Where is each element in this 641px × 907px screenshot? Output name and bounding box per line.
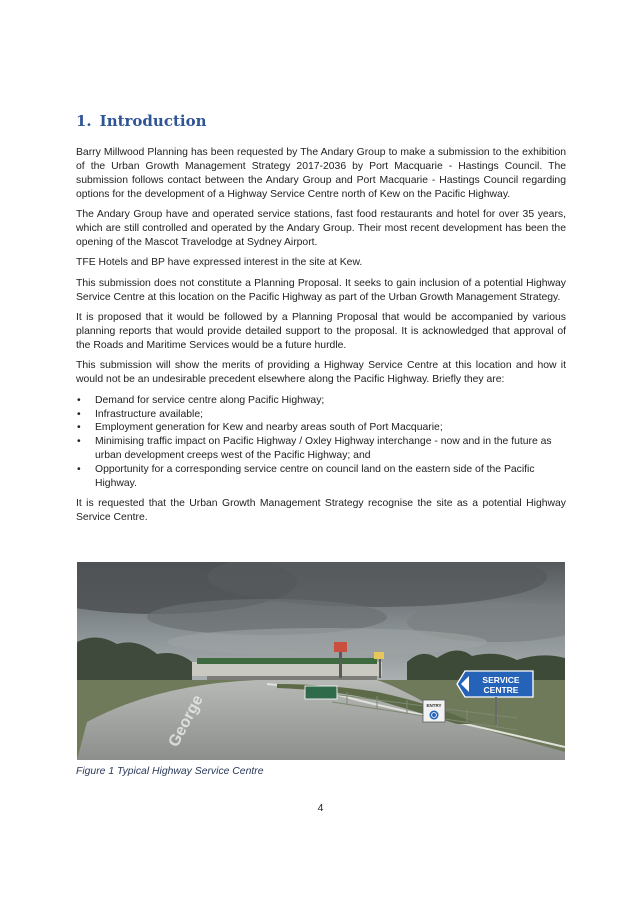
list-item: • Demand for service centre along Pacific Highway; — [76, 394, 566, 408]
canopy — [197, 658, 377, 664]
body-text — [76, 146, 566, 532]
paragraph: Barry Millwood Planning has been requested by The Andary Group to make a submission to the exhibition of the Urban Growth Management Strategy 2017-2036 by Port Macquarie - Hastings Council. The submission follows contact between the Andary Group and Port Macquarie - Hastings Council regarding options for the development of a Highway Service Centre north of Kew on the Pacific Highway. — [76, 147, 566, 200]
building — [192, 662, 382, 676]
highway-service-centre-photo — [77, 562, 565, 760]
small-green-sign — [305, 686, 337, 699]
list-item: • Opportunity for a corresponding service centre on council land on the eastern side of the Pacific Highway. — [76, 463, 566, 491]
paragraph: This submission will show the merits of providing a Highway Service Centre at this location and how it would not be an undesirable precedent elsewhere along the Pacific Highway. Briefly they are: — [76, 360, 566, 386]
sign-text-line2: CENTRE — [483, 685, 519, 695]
section-number: 1. — [76, 112, 92, 130]
road-marking: George — [165, 692, 207, 750]
merits-list — [76, 394, 566, 491]
section-heading — [76, 112, 207, 130]
sign-post — [495, 697, 497, 725]
paragraph: The Andary Group have and operated service stations, fast food restaurants and hotel for over 35 years, which are still controlled and operated by the Andary Group. Their most recent development has been the opening of the Mascot Travelodge at Sydney Airport. — [76, 209, 566, 248]
pole-sign — [374, 652, 384, 659]
entry-sign-circle — [430, 711, 439, 720]
paragraph: It is proposed that it would be followed by a Planning Proposal that would be accompanied by various planning reports that would provide detailed support to the proposal. It is acknowledged that approval of the Roads and Maritime Services would be a future hurdle. — [76, 312, 566, 351]
sign-text-line1: SERVICE — [482, 675, 520, 685]
paragraph: This submission does not constitute a Planning Proposal. It seeks to gain inclusion of a potential Highway Service Centre at this location on the Pacific Highway as part of the Urban Growth Management Strategy. — [76, 277, 566, 303]
cloud — [167, 628, 487, 656]
entry-sign-text: ENTRY — [426, 703, 442, 708]
list-item: • Infrastructure available; — [76, 408, 566, 422]
paragraph: TFE Hotels and BP have expressed interest in the site at Kew. — [76, 257, 363, 269]
photo-illustration — [77, 562, 565, 760]
figure-caption: Figure 1 Typical Highway Service Centre — [76, 766, 264, 777]
list-item: • Employment generation for Kew and nearby areas south of Port Macquarie; — [76, 421, 566, 435]
paragraph: It is requested that the Urban Growth Management Strategy recognise the site as a potential Highway Service Centre. — [76, 498, 566, 524]
list-item: • Minimising traffic impact on Pacific Highway / Oxley Highway interchange - now and in the future as urban development creeps west of the Pacific Highway; and — [76, 435, 566, 463]
page-number: 4 — [317, 803, 324, 814]
pole-sign — [334, 642, 347, 652]
pole — [379, 656, 381, 678]
section-title: Introduction — [99, 112, 207, 130]
